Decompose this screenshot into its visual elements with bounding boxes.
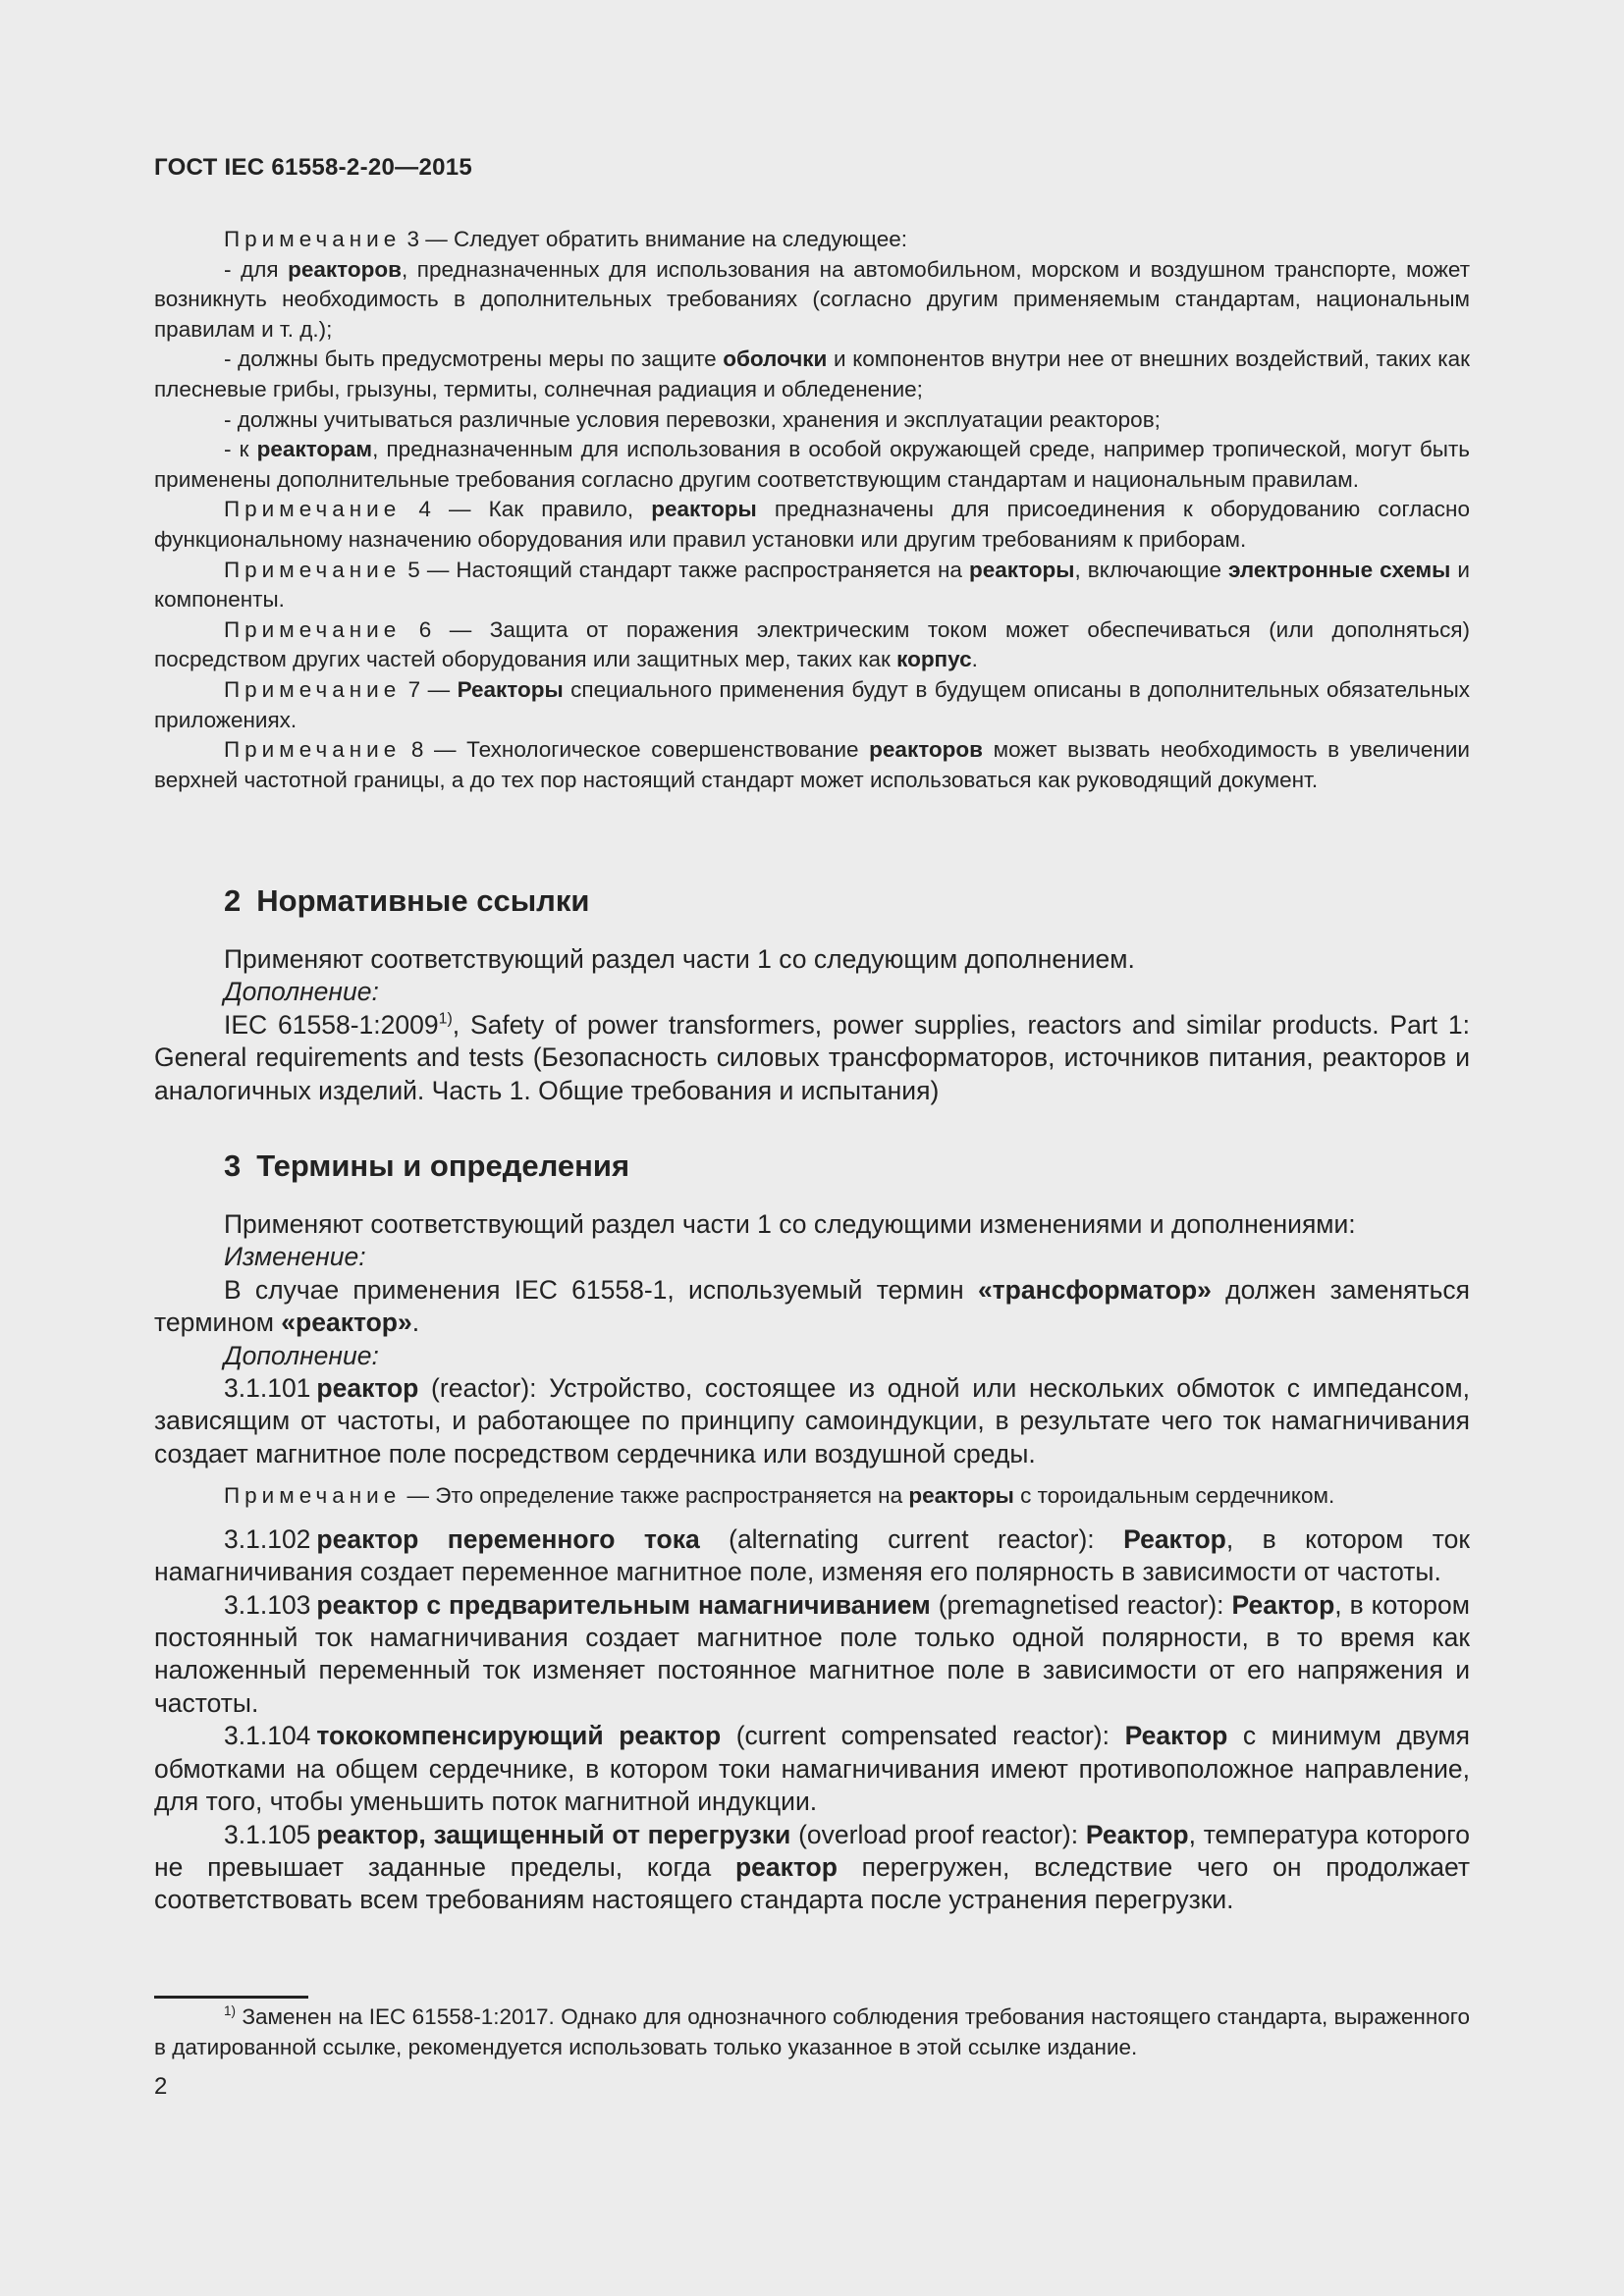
footnote: $^{1)}$ Заменен на IEC 61558-1:2017. Однако для однозначного соблюдения требования настоящего стандарта, выраженного в датированной ссылке, рекомендуется использовать только указанное в этой ссылке издание. xyxy=(154,2003,1470,2059)
definition-3-1-104: 3.1.104 тококомпенсирующий реактор (current compensated reactor): Реактор с минимум двумя обмотками на общем сердечнике, в котором токи намагничивания имеют противоположное направление, для того, чтобы уменьшить поток магнитной индукции. xyxy=(154,1721,1470,1817)
section-3-addition-label: Дополнение: xyxy=(224,1340,379,1370)
note-4: Примечание 4 — Как правило, реакторы предназначены для присоединения к оборудованию согласно функциональному назначению оборудования или правил установки или другим требованиям к приборам. xyxy=(154,497,1470,552)
note-3-bullet-3: - должны учитываться различные условия перевозки, хранения и эксплуатации реакторов; xyxy=(224,406,1161,432)
footnote-mark: 1) xyxy=(224,2003,237,2019)
definition-3-1-102: 3.1.102 реактор переменного тока (alternating current reactor): Реактор, в котором ток намагничивания создает переменное магнитное поле, изменяя его полярность в зависимости от частоты. xyxy=(154,1523,1470,1587)
note-6: Примечание 6 — Защита от поражения электрическим током может обеспечиваться (или дополняться) посредством других частей оборудования или защитных мер, таких как корпус. xyxy=(154,616,1470,672)
definition-3-1-101-note: Примечание — Это определение также распространяется на реакторы с тороидальным сердечником. xyxy=(224,1483,1335,1509)
note-3: Примечание 3 — Следует обратить внимание на следующее: xyxy=(224,227,907,251)
section-3-change-text: В случае применения IEC 61558-1, используемый термин «трансформатор» должен заменяться термином «реактор». xyxy=(154,1274,1470,1338)
document-header: ГОСТ IEC 61558-2-20—2015 xyxy=(154,154,473,181)
note-5: Примечание 5 — Настоящий стандарт также распространяется на реакторы, включающие электронные схемы и компоненты. xyxy=(154,557,1470,613)
notes-block xyxy=(154,225,1470,795)
section-3-body xyxy=(154,1208,1470,1917)
note-7: Примечание 7 — Реакторы специального применения будут в будущем описаны в дополнительных обязательных приложениях. xyxy=(154,676,1470,732)
normative-reference: IEC 61558-1:2009$^{1)}$, Safety of power transformers, power supplies, reactors and similar products. Part 1: General requirements and tests (Безопасность силовых трансформаторов, источников питания, реакторов и аналогичных изделий. Часть 1. Общие требования и испытания) xyxy=(154,1009,1471,1105)
note-3-bullet-2: - должны быть предусмотрены меры по защите оболочки и компонентов внутри нее от внешних воздействий, таких как плесневые грибы, грызуны, термиты, солнечная радиация и обледенение; xyxy=(154,347,1471,401)
footnote-divider xyxy=(154,1996,308,1999)
note-3-bullet-4: - к реакторам, предназначенным для использования в особой окружающей среде, например тропической, могут быть применены дополнительные требования согласно другим соответствующим стандартам и национальным правилам. xyxy=(154,437,1471,492)
section-3-intro: Применяют соответствующий раздел части 1 со следующими изменениями и дополнениями: xyxy=(224,1209,1356,1239)
section-2-title: 2 Нормативные ссылки xyxy=(224,883,590,918)
section-2-intro: Применяют соответствующий раздел части 1 со следующим дополнением. xyxy=(224,944,1135,974)
note-3-bullet-1: - для реакторов, предназначенных для использования на автомобильном, морском и воздушном транспорте, может возникнуть необходимость в дополнительных требованиях (согласно другим применяемым стандартам, национальным правилам и т. д.); xyxy=(154,256,1471,342)
note-8: Примечание 8 — Технологическое совершенствование реакторов может вызвать необходимость в увеличении верхней частотной границы, а до тех пор настоящий стандарт может использоваться как руководящий документ. xyxy=(154,737,1470,792)
section-3-change-label: Изменение: xyxy=(224,1242,366,1272)
definition-3-1-103: 3.1.103 реактор с предварительным намагничиванием (premagnetised reactor): Реактор, в котором постоянный ток намагничивания создает магнитное поле только одной полярности, в то время как наложенный переменный ток изменяет постоянное магнитное поле в зависимости от его напряжения и частоты. xyxy=(154,1589,1470,1718)
definition-3-1-105: 3.1.105 реактор, защищенный от перегрузки (overload proof reactor): Реактор, температура которого не превышает заданные пределы, когда реактор перегружен, вследствие чего он продолжает соответствовать всем требованиям настоящего стандарта после устранения перегрузки. xyxy=(154,1819,1471,1915)
section-3-title: 3 Термины и определения xyxy=(224,1148,630,1183)
footnote-ref: 1) xyxy=(438,1010,453,1028)
section-2-body xyxy=(154,943,1470,1107)
page-number: 2 xyxy=(154,2073,168,2100)
definition-3-1-101: 3.1.101 реактор (reactor): Устройство, состоящее из одной или нескольких обмоток с импедансом, зависящим от частоты, и работающее по принципу самоиндукции, в результате чего ток намагничивания создает магнитное поле посредством сердечника или воздушной среды. xyxy=(154,1373,1470,1468)
section-2-addition-label: Дополнение: xyxy=(224,977,379,1007)
